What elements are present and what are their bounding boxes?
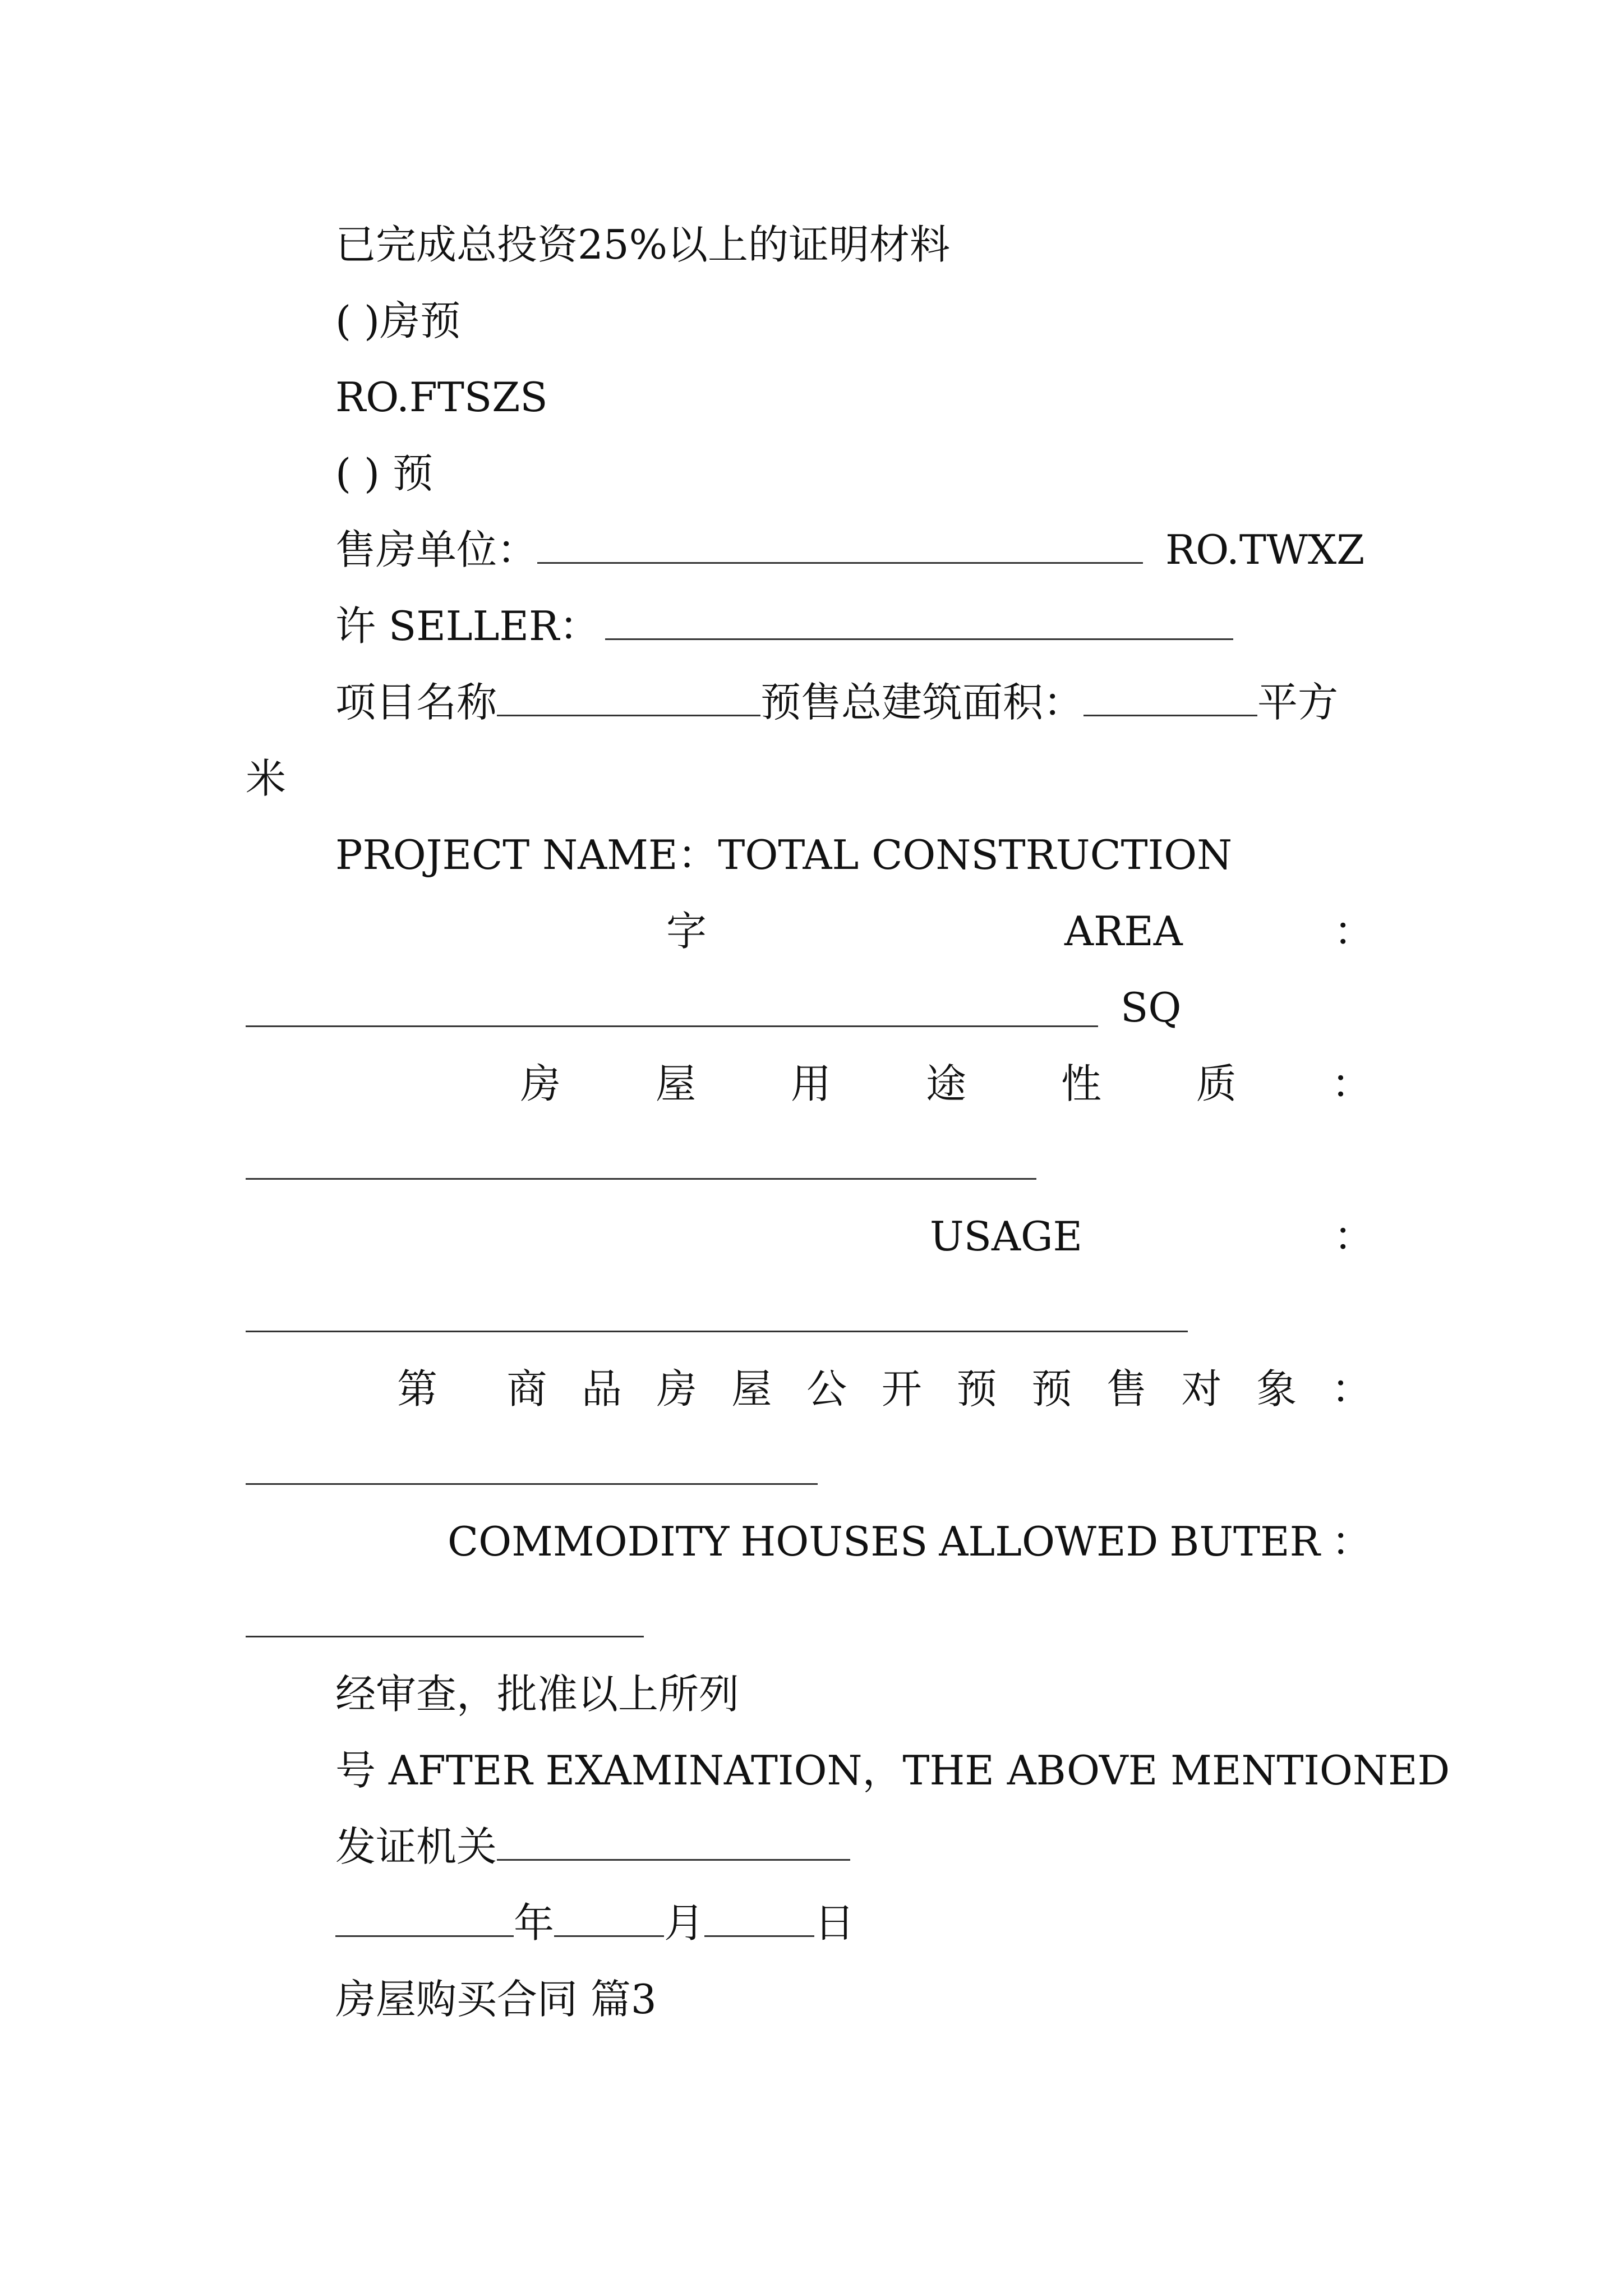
- buyer-colon: ：: [1331, 1518, 1372, 1565]
- day-label: 日: [814, 1899, 855, 1947]
- target-colon: ：: [1331, 1365, 1372, 1412]
- area-colon: ：: [1334, 908, 1375, 955]
- day-field[interactable]: [704, 1897, 814, 1937]
- month-field[interactable]: [554, 1897, 664, 1937]
- line-permit-number: ( ) 预: [335, 450, 433, 497]
- seller-cn-field[interactable]: [537, 524, 1143, 564]
- target-char: 屋: [731, 1365, 772, 1412]
- usage-cn-field[interactable]: [246, 1178, 1036, 1180]
- line-seller-en: [335, 598, 1233, 654]
- line-usage-cn: [520, 1056, 1372, 1112]
- year-field[interactable]: [335, 1897, 514, 1937]
- usage-char: 屋: [655, 1060, 696, 1107]
- area-sq-unit: SQ: [1121, 984, 1182, 1031]
- usage-char: 性: [1061, 1060, 1101, 1107]
- target-char: 品: [582, 1365, 623, 1412]
- line-sqm-unit-part2: 米: [246, 755, 287, 802]
- usage-label-en: USAGE: [930, 1213, 1083, 1260]
- presale-target-cn-field[interactable]: [246, 1483, 818, 1485]
- buyer-word: ALLOWED: [939, 1518, 1159, 1565]
- buyer-word: BUTER: [1169, 1518, 1320, 1565]
- line-approval-cn: 经审查，批准以上所列: [335, 1671, 740, 1718]
- seller-en-field[interactable]: [605, 600, 1233, 640]
- section-heading-contract-3: 房屋购买合同 篇3: [335, 1976, 657, 2023]
- target-char: 房: [656, 1365, 697, 1412]
- usage-char: 房: [520, 1060, 561, 1107]
- target-char: 象: [1256, 1365, 1297, 1412]
- target-char: 对: [1181, 1365, 1222, 1412]
- target-char: 开: [881, 1365, 922, 1412]
- month-label: 月: [664, 1899, 705, 1947]
- seller-en-label: 许 SELLER：: [335, 602, 600, 650]
- usage-en-colon: ：: [1334, 1213, 1375, 1260]
- area-label-en: AREA: [1064, 908, 1183, 955]
- seller-cn-label: 售房单位：: [335, 526, 538, 573]
- issuing-authority-field[interactable]: [497, 1821, 850, 1861]
- line-investment-proof: 已完成总投资25%以上的证明材料: [335, 221, 951, 268]
- line-presale-target-en: [448, 1513, 1372, 1570]
- issuing-authority-label: 发证机关: [335, 1823, 497, 1870]
- usage-en-field[interactable]: [246, 1331, 1188, 1332]
- usage-char: 质: [1196, 1060, 1237, 1107]
- buyer-word: HOUSES: [740, 1518, 928, 1565]
- line-issuing-authority: [335, 1819, 850, 1875]
- presale-target-en-field[interactable]: [246, 1636, 644, 1637]
- target-char: 售: [1106, 1365, 1147, 1412]
- target-char: 公: [806, 1365, 847, 1412]
- line-project-name: [335, 674, 1338, 730]
- buyer-word: COMMODITY: [448, 1518, 730, 1565]
- usage-char: 用: [790, 1060, 831, 1107]
- line-permit-prefix: ( )房预: [335, 297, 461, 344]
- target-char: 预: [1031, 1365, 1072, 1412]
- line-project-name-en: PROJECT NAME：TOTAL CONSTRUCTION: [335, 831, 1233, 878]
- year-label: 年: [514, 1899, 555, 1947]
- line-issue-date: [335, 1895, 855, 1951]
- presale-area-field[interactable]: [1083, 677, 1257, 716]
- target-char: 预: [956, 1365, 997, 1412]
- line-ro-ftszs: RO.FTSZS: [335, 374, 548, 421]
- target-char: 第: [397, 1365, 438, 1412]
- line-approval-en: 号 AFTER EXAMINATION，THE ABOVE MENTIONED: [335, 1747, 1450, 1794]
- line-presale-target-cn: [397, 1361, 1372, 1417]
- seller-cn-tail: RO.TWXZ: [1165, 526, 1365, 573]
- usage-colon: ：: [1331, 1060, 1372, 1107]
- usage-char: 途: [925, 1060, 966, 1107]
- line-seller-cn: [335, 522, 1364, 578]
- area-en-field[interactable]: [246, 1025, 1098, 1027]
- sqm-unit-part1: 平方: [1257, 679, 1339, 726]
- presale-area-label: 预售总建筑面积：: [760, 679, 1084, 726]
- char-zi: 字: [666, 908, 707, 955]
- target-char: 商: [506, 1365, 547, 1412]
- project-name-field[interactable]: [497, 677, 760, 716]
- project-name-label: 项目名称: [335, 679, 497, 726]
